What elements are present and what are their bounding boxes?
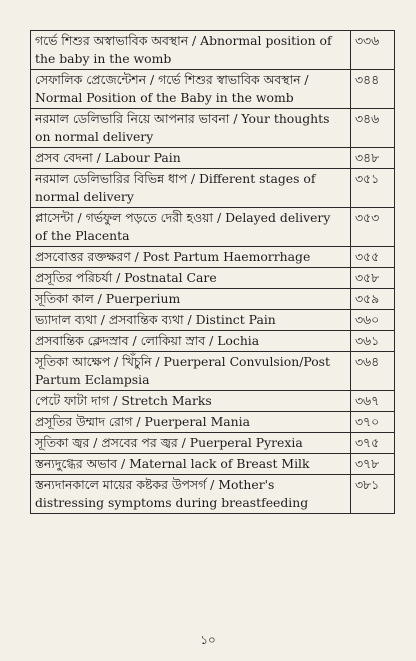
- toc-entry-title: প্রসূতির উম্মাদ রোগ / Puerperal Mania: [31, 412, 351, 433]
- toc-body: [31, 31, 395, 514]
- toc-entry-page: ৩৫৯: [351, 289, 395, 310]
- table-row: [31, 70, 395, 109]
- table-row: [31, 169, 395, 208]
- toc-entry-page: ৩৫১: [351, 169, 395, 208]
- toc-entry-page: ৩৪৪: [351, 70, 395, 109]
- toc-entry-page: ৩৭০: [351, 412, 395, 433]
- table-row: [31, 208, 395, 247]
- table-row: [31, 475, 395, 514]
- table-row: [31, 268, 395, 289]
- table-row: [31, 454, 395, 475]
- table-row: [31, 433, 395, 454]
- table-row: [31, 352, 395, 391]
- toc-entry-title: স্তন্যদুগ্ধের অভাব / Maternal lack of Breast Milk: [31, 454, 351, 475]
- toc-entry-page: ৩৭৮: [351, 454, 395, 475]
- toc-entry-page: ৩৫৩: [351, 208, 395, 247]
- table-row: [31, 289, 395, 310]
- toc-entry-title: প্রসব বেদনা / Labour Pain: [31, 148, 351, 169]
- toc-entry-page: ৩৫৫: [351, 247, 395, 268]
- table-row: [31, 412, 395, 433]
- toc-entry-title: নরমাল ডেলিভারি নিয়ে আপনার ভাবনা / Your thoughts on normal delivery: [31, 109, 351, 148]
- toc-entry-title: ভ্যাদাল ব্যথা / প্রসবান্তিক ব্যথা / Distinct Pain: [31, 310, 351, 331]
- toc-entry-page: ৩৪৬: [351, 109, 395, 148]
- page-number: ১০: [200, 633, 216, 647]
- toc-entry-page: ৩৬৪: [351, 352, 395, 391]
- toc-entry-title: সূতিকা আক্ষেপ / খিঁচুনি / Puerperal Convulsion/Post Partum Eclampsia: [31, 352, 351, 391]
- table-row: [31, 310, 395, 331]
- table-row: [31, 148, 395, 169]
- toc-entry-page: ৩৪৮: [351, 148, 395, 169]
- table-row: [31, 331, 395, 352]
- toc-entry-title: প্রসবোত্তর রক্তক্ষরণ / Post Partum Haemorrhage: [31, 247, 351, 268]
- toc-entry-title: সূতিকা জ্বর / প্রসবের পর জ্বর / Puerperal Pyrexia: [31, 433, 351, 454]
- table-of-contents: [30, 30, 395, 514]
- toc-entry-page: ৩৩৬: [351, 31, 395, 70]
- table-row: [31, 391, 395, 412]
- toc-entry-title: সেফালিক প্রেজেন্টেশন / গর্ভে শিশুর স্বাভাবিক অবস্থান / Normal Position of the Baby in the womb: [31, 70, 351, 109]
- toc-entry-page: ৩৭৫: [351, 433, 395, 454]
- toc-entry-page: ৩৫৮: [351, 268, 395, 289]
- table-row: [31, 31, 395, 70]
- toc-entry-title: প্রসূতির পরিচর্যা / Postnatal Care: [31, 268, 351, 289]
- table-row: [31, 109, 395, 148]
- toc-entry-title: নরমাল ডেলিভারির বিভিন্ন ধাপ / Different stages of normal delivery: [31, 169, 351, 208]
- toc-entry-page: ৩৬১: [351, 331, 395, 352]
- toc-entry-title: স্তন্যদানকালে মায়ের কষ্টকর উপসর্গ / Mother's distressing symptoms during breastfeeding: [31, 475, 351, 514]
- table-row: [31, 247, 395, 268]
- toc-entry-page: ৩৬০: [351, 310, 395, 331]
- toc-entry-page: ৩৮১: [351, 475, 395, 514]
- toc-entry-title: সূতিকা কাল / Puerperium: [31, 289, 351, 310]
- toc-entry-title: পেটে ফাটা দাগ / Stretch Marks: [31, 391, 351, 412]
- toc-entry-title: প্লাসেন্টা / গর্ভফুল পড়তে দেরী হওয়া / Delayed delivery of the Placenta: [31, 208, 351, 247]
- toc-entry-page: ৩৬৭: [351, 391, 395, 412]
- toc-entry-title: প্রসবান্তিক ক্লেদস্রাব / লোকিয়া স্রাব / Lochia: [31, 331, 351, 352]
- toc-entry-title: গর্ভে শিশুর অস্বাভাবিক অবস্থান / Abnormal position of the baby in the womb: [31, 31, 351, 70]
